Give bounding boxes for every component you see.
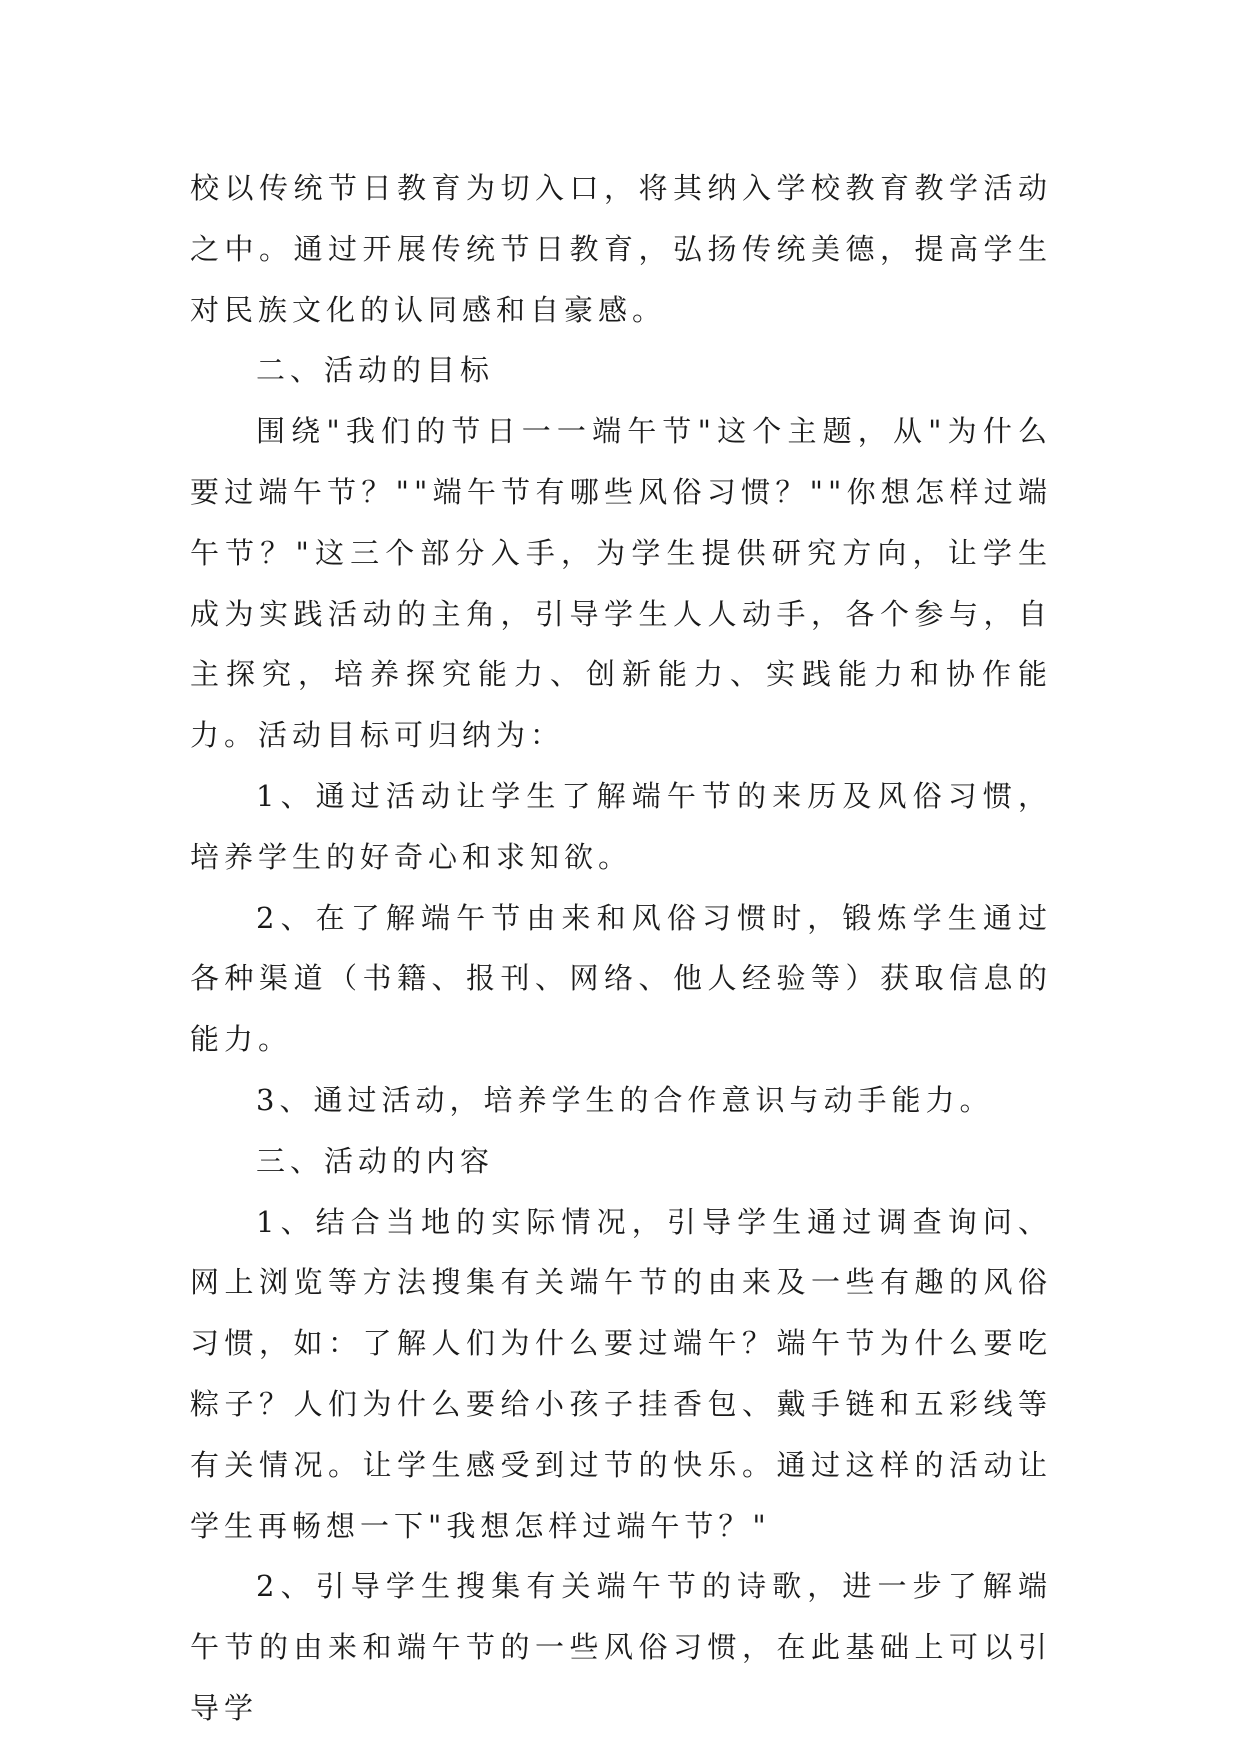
paragraph-goals-description: 围绕"我们的节日一一端午节"这个主题，从"为什么要过端午节？""端午节有哪些风俗习惯？""你想怎样过端午节？"这三个部分入手，为学生提供研究方向，让学生成为实践活动的主角，引导学生人人动手，各个参与，自主探究，培养探究能力、创新能力、实践能力和协作能力。活动目标可归纳为： (190, 414, 1052, 753)
content-item-1: 1、结合当地的实际情况，引导学生通过调查询问、网上浏览等方法搜集有关端午节的由来及一些有趣的风俗习惯，如：了解人们为什么要过端午？端午节为什么要吃粽子？人们为什么要给小孩子挂香包、戴手链和五彩线等有关情况。让学生感受到过节的快乐。通过这样的活动让学生再畅想一下"我想怎样过端午节？" (190, 1204, 1052, 1543)
content-item-2: 2、引导学生搜集有关端午节的诗歌，进一步了解端午节的由来和端午节的一些风俗习惯，在此基础上可以引导学 (190, 1569, 1052, 1725)
document-body (190, 158, 1052, 1739)
goal-item-2: 2、在了解端午节由来和风俗习惯时，锻炼学生通过各种渠道（书籍、报刊、网络、他人经验等）获取信息的能力。 (190, 900, 1052, 1057)
paragraph-intro-continued: 校以传统节日教育为切入口，将其纳入学校教育教学活动之中。通过开展传统节日教育，弘扬传统美德，提高学生对民族文化的认同感和自豪感。 (190, 171, 1052, 327)
heading-activity-content: 三、活动的内容 (256, 1143, 495, 1178)
goal-item-3: 3、通过活动，培养学生的合作意识与动手能力。 (256, 1082, 994, 1117)
goal-item-1: 1、通过活动让学生了解端午节的来历及风俗习惯，培养学生的好奇心和求知欲。 (190, 778, 1052, 874)
heading-activity-goals: 二、活动的目标 (256, 353, 495, 388)
